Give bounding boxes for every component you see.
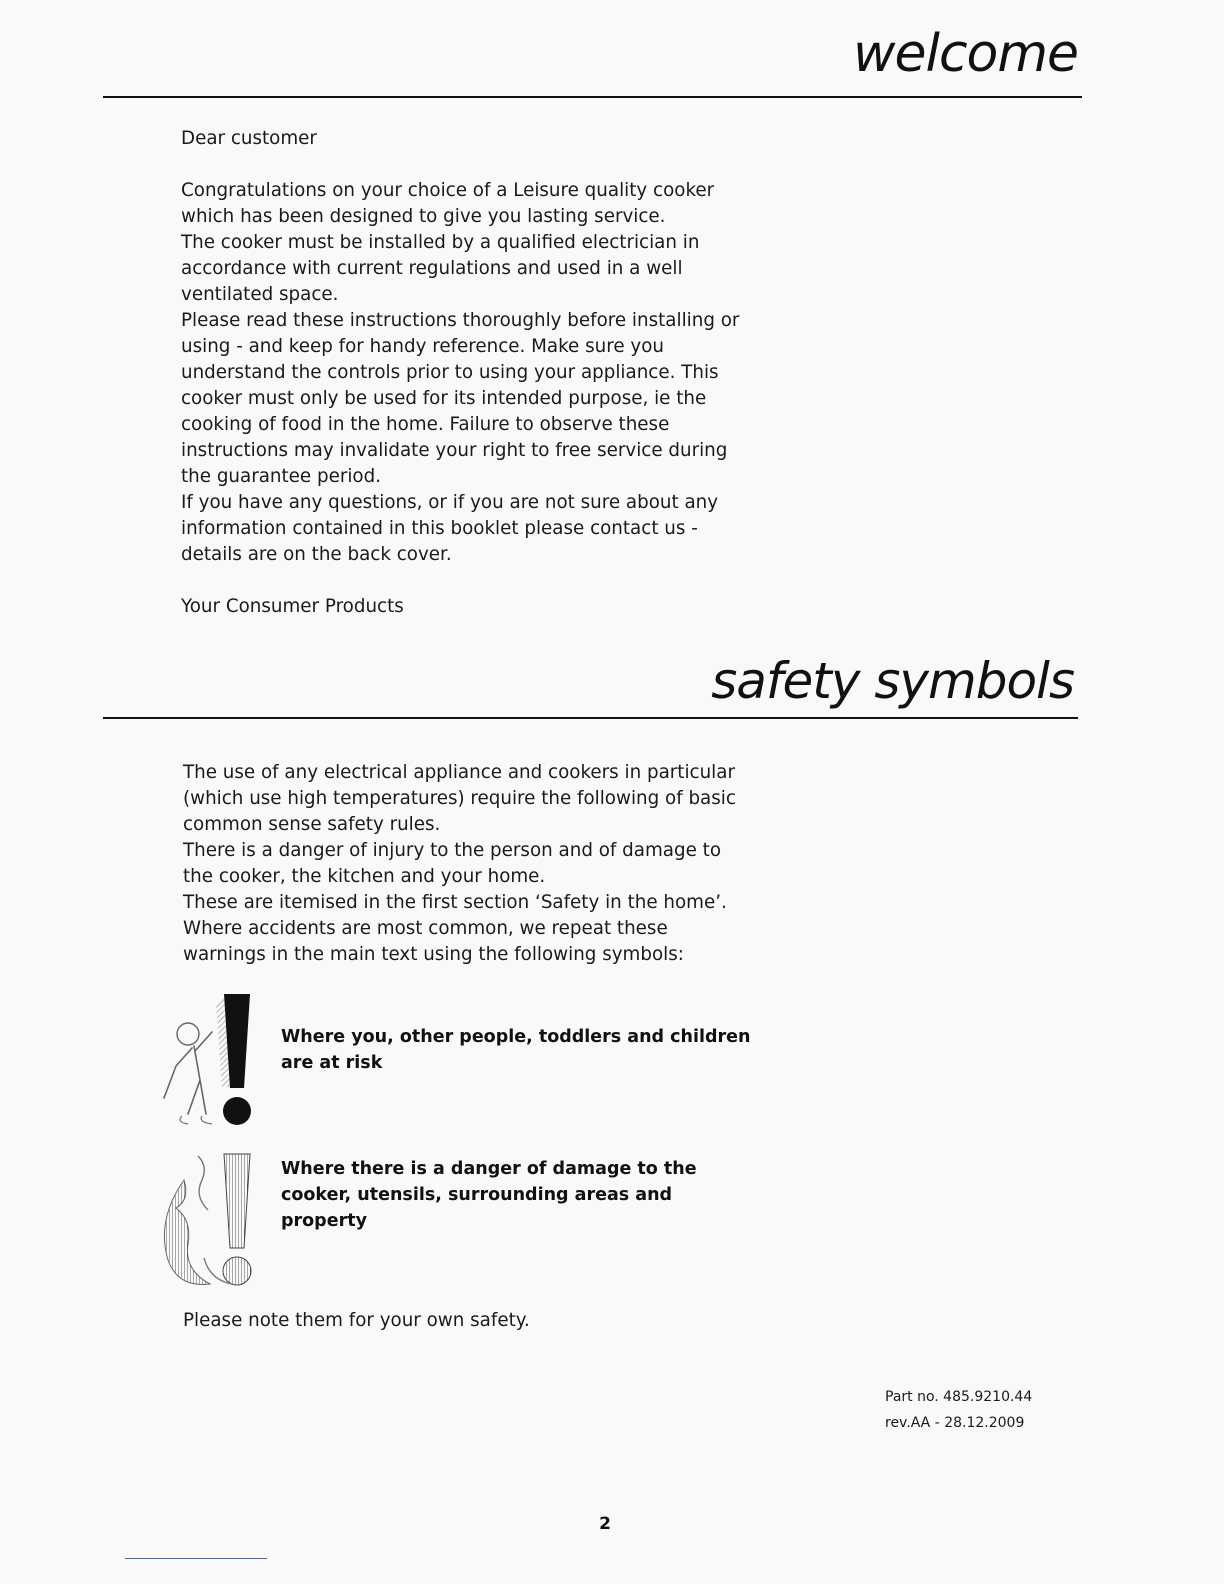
welcome-paragraph: Please read these instructions thoroughly before installing or using - and keep for handy reference. Make sure you understand the controls prior to using your appliance. This cooker must only be used for its intended purpose, ie the cooking of food in the home. Failure to observe these instructions may invalidate your right to free service during the guarantee period. bbox=[181, 310, 740, 487]
page-number: 2 bbox=[599, 1514, 611, 1534]
welcome-heading: welcome bbox=[852, 24, 1078, 84]
safety-text-block bbox=[156, 760, 756, 968]
part-info bbox=[885, 1384, 1032, 1436]
symbol-caption: Where you, other people, toddlers and children are at risk bbox=[281, 1027, 751, 1073]
symbol-row-fire bbox=[154, 1150, 774, 1290]
safety-heading: safety symbols bbox=[711, 652, 1074, 710]
greeting: Dear customer bbox=[181, 128, 317, 149]
safety-paragraph: These are itemised in the first section ‘Safety in the home’. Where accidents are most common, we repeat these warnings in the main text using the following symbols: bbox=[183, 892, 727, 965]
part-number: Part no. 485.9210.44 bbox=[885, 1389, 1033, 1405]
welcome-text-block bbox=[154, 126, 754, 620]
welcome-paragraph: The cooker must be installed by a qualified electrician in accordance with current regulations and used in a well ventilated space. bbox=[181, 232, 700, 305]
footer-link-underline bbox=[125, 1558, 267, 1559]
safety-paragraph: There is a danger of injury to the person and of damage to the cooker, the kitchen and your home. bbox=[183, 840, 722, 887]
safety-note: Please note them for your own safety. bbox=[183, 1310, 530, 1331]
symbol-caption: Where there is a danger of damage to the cooker, utensils, surrounding areas and property bbox=[281, 1159, 697, 1231]
revision: rev.AA - 28.12.2009 bbox=[885, 1415, 1025, 1431]
signoff: Your Consumer Products bbox=[181, 596, 404, 617]
fire-warning-icon bbox=[154, 1150, 264, 1290]
welcome-paragraph: Congratulations on your choice of a Leisure quality cooker which has been designed to give you lasting service. bbox=[181, 180, 715, 227]
person-warning-icon bbox=[154, 990, 264, 1130]
welcome-divider bbox=[103, 96, 1082, 98]
welcome-paragraph: If you have any questions, or if you are not sure about any information contained in this booklet please contact us - details are on the back cover. bbox=[181, 492, 719, 565]
safety-paragraph: The use of any electrical appliance and cookers in particular (which use high temperatures) require the following of basic common sense safety rules. bbox=[183, 762, 736, 835]
safety-divider bbox=[103, 717, 1078, 719]
symbol-row-person bbox=[154, 990, 774, 1130]
